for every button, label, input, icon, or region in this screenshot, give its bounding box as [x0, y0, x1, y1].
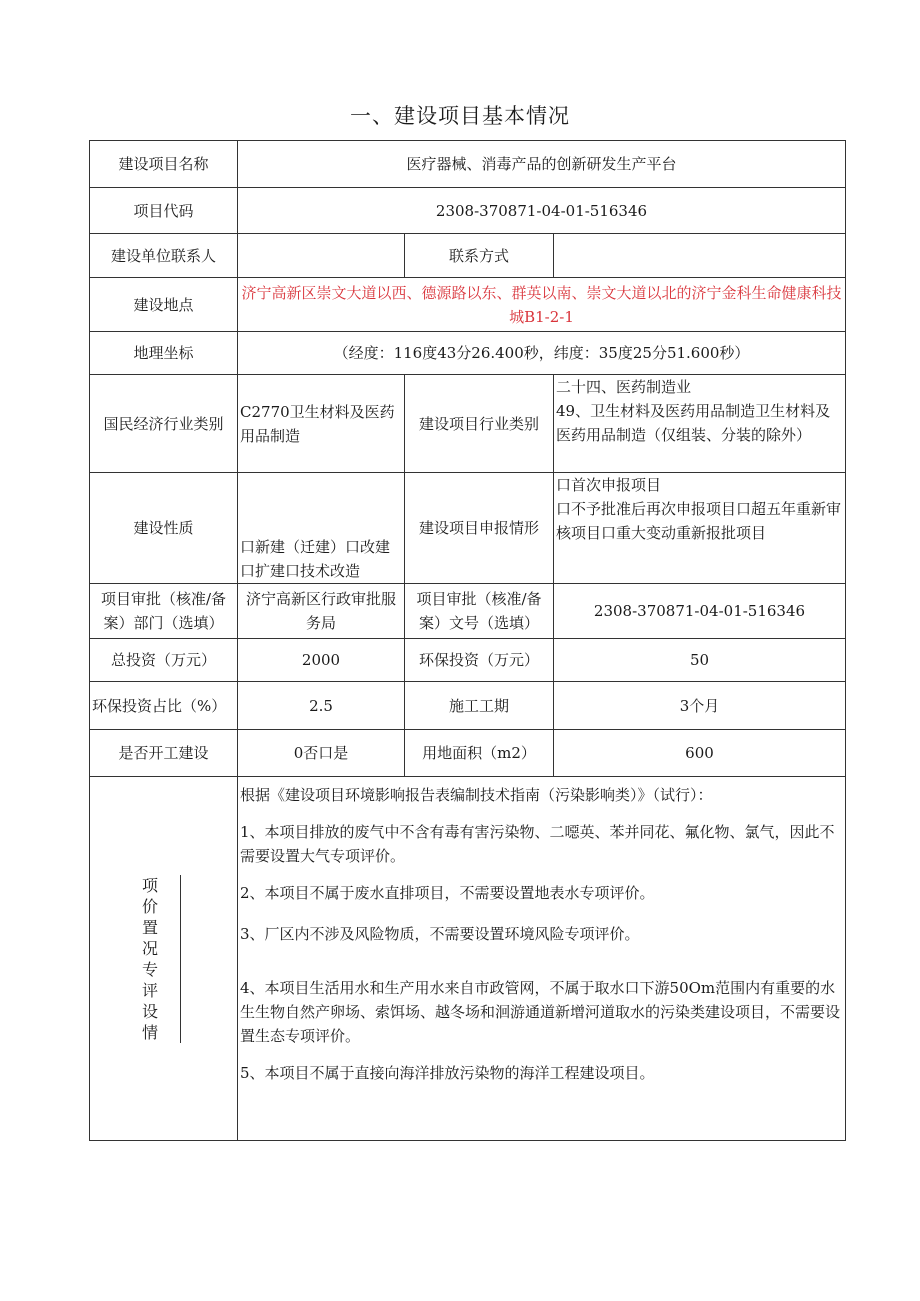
- special-item-2: 2、本项目不属于废水直排项目，不需要设置地表水专项评价。: [240, 884, 655, 902]
- table-row: [90, 777, 846, 1141]
- construction-period-value: 3个月: [554, 682, 846, 730]
- table-row: [90, 332, 846, 375]
- env-ratio-label: 环保投资占比（%）: [90, 682, 238, 730]
- special-assessment-label: 项价置况专评设情: [141, 875, 158, 1042]
- special-item-3: 3、厂区内不涉及风险物质，不需要设置环境风险专项评价。: [240, 925, 640, 943]
- project-name-label: 建设项目名称: [90, 141, 238, 188]
- project-industry-line1: 二十四、医药制造业: [556, 378, 692, 396]
- special-assessment-content: [238, 777, 846, 1141]
- contact-label: 建设单位联系人: [90, 234, 238, 278]
- nature-label: 建设性质: [90, 473, 238, 584]
- project-code-value: 2308-370871-04-01-516346: [238, 188, 846, 234]
- filing-line2: 口不予批准后再次申报项目口超五年重新审核项目口重大变动重新报批项目: [556, 500, 842, 542]
- env-ratio-value: 2.5: [238, 682, 405, 730]
- project-info-table: [89, 140, 846, 1141]
- table-row: [90, 234, 846, 278]
- filing-line1: 口首次申报项目: [556, 476, 662, 494]
- industry-label: 国民经济行业类别: [90, 375, 238, 473]
- location-value: 济宁高新区崇文大道以西、德源路以东、群英以南、崇文大道以北的济宁金科生命健康科技城B1-2-1: [238, 278, 846, 332]
- approval-no-label: 项目审批（核准/备案）文号（选填）: [405, 584, 554, 639]
- project-name-value: 医疗器械、消毒产品的创新研发生产平台: [238, 141, 846, 188]
- table-row: [90, 639, 846, 682]
- special-assessment-label-cell: [90, 777, 238, 1141]
- started-label: 是否开工建设: [90, 730, 238, 777]
- project-industry-line2: 49、卫生材料及医药用品制造卫生材料及医药用品制造（仅组装、分装的除外）: [556, 402, 831, 444]
- project-industry-label: 建设项目行业类别: [405, 375, 554, 473]
- table-row: [90, 473, 846, 584]
- table-row: [90, 730, 846, 777]
- special-intro: 根据《建设项目环境影响报告表编制技术指南（污染影响类）》（试行）：: [240, 786, 713, 804]
- special-item-4: 4、本项目生活用水和生产用水来自市政管网，不属于取水口下游50Om范围内有重要的水生生物自然产卵场、索饵场、越冬场和洄游通道新增河道取水的污染类建设项目，不需要设置生态专项评价。: [240, 979, 841, 1045]
- project-industry-value: [554, 375, 846, 473]
- land-area-value: 600: [554, 730, 846, 777]
- approval-dept-value: 济宁高新区行政审批服务局: [238, 584, 405, 639]
- table-row: [90, 584, 846, 639]
- filing-value: [554, 473, 846, 584]
- table-row: [90, 375, 846, 473]
- table-row: [90, 278, 846, 332]
- special-item-5: 5、本项目不属于直接向海洋排放污染物的海洋工程建设项目。: [240, 1064, 655, 1082]
- contact-method-label: 联系方式: [405, 234, 554, 278]
- investment-label: 总投资（万元）: [90, 639, 238, 682]
- env-investment-label: 环保投资（万元）: [405, 639, 554, 682]
- investment-value: 2000: [238, 639, 405, 682]
- construction-period-label: 施工工期: [405, 682, 554, 730]
- env-investment-value: 50: [554, 639, 846, 682]
- table-row: [90, 682, 846, 730]
- nature-value: 口新建（迁建）口改建口扩建口技术改造: [238, 473, 405, 584]
- special-item-1: 1、本项目排放的废气中不含有毒有害污染物、二噁英、苯并同花、氟化物、氯气，因此不需要设置大气专项评价。: [240, 823, 835, 865]
- approval-dept-label: 项目审批（核准/备案）部门（选填）: [90, 584, 238, 639]
- coords-value: （经度：116度43分26.400秒，纬度：35度25分51.600秒）: [238, 332, 846, 375]
- contact-value: [238, 234, 405, 278]
- location-label: 建设地点: [90, 278, 238, 332]
- coords-label: 地理坐标: [90, 332, 238, 375]
- filing-label: 建设项目申报情形: [405, 473, 554, 584]
- approval-no-value: 2308-370871-04-01-516346: [554, 584, 846, 639]
- table-row: [90, 188, 846, 234]
- page-title: 一、建设项目基本情况: [350, 104, 570, 128]
- table-row: [90, 141, 846, 188]
- land-area-label: 用地面积（m2）: [405, 730, 554, 777]
- started-value: 0否口是: [238, 730, 405, 777]
- industry-value: C2770卫生材料及医药用品制造: [238, 375, 405, 473]
- project-code-label: 项目代码: [90, 188, 238, 234]
- contact-method-value: [554, 234, 846, 278]
